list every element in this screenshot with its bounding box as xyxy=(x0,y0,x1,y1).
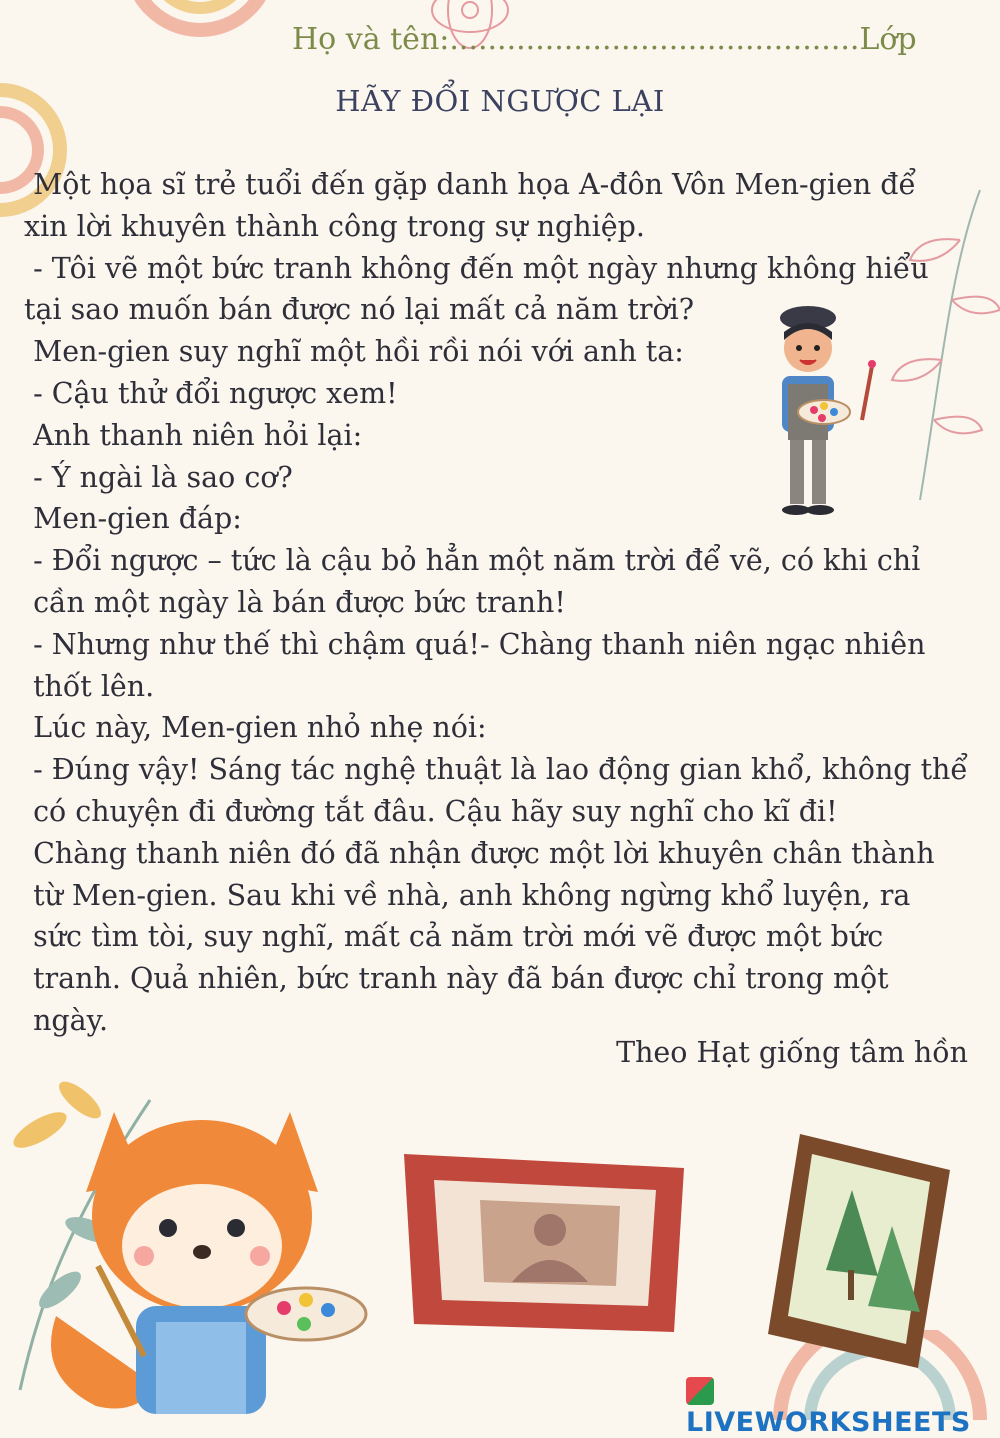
class-label: Lớp xyxy=(859,22,917,57)
portrait-frame-illustration xyxy=(400,1146,690,1336)
name-label: Họ và tên: xyxy=(292,22,450,57)
story-line: - Đổi ngược – tức là cậu bỏ hẳn một năm trời để vẽ, có khi chỉ xyxy=(24,544,921,578)
story-line: thốt lên. xyxy=(24,669,155,703)
story-line: - Nhưng như thế thì chậm quá!- Chàng thanh niên ngạc nhiên xyxy=(24,627,926,661)
story-line: sức tìm tòi, suy nghĩ, mất cả năm trời mới vẽ được một bức xyxy=(24,920,884,954)
story-line: Anh thanh niên hỏi lại: xyxy=(24,418,363,452)
fox-painter-illustration xyxy=(36,1096,376,1414)
liveworksheets-logo[interactable] xyxy=(686,1376,1000,1438)
story-line: ngày. xyxy=(24,1003,109,1037)
story-line: có chuyện đi đường tắt đâu. Cậu hãy suy nghĩ cho kĩ đi! xyxy=(24,794,838,828)
name-blank[interactable]: ........................................... xyxy=(449,22,860,57)
story-line: từ Men-gien. Sau khi về nhà, anh không ngừng khổ luyện, ra xyxy=(24,878,911,912)
page-title: HÃY ĐỔI NGƯỢC LẠI xyxy=(335,84,665,118)
student-info-line xyxy=(292,22,917,57)
story-source: Theo Hạt giống tâm hồn xyxy=(616,1036,968,1069)
story-line: Men-gien suy nghĩ một hồi rồi nói với anh ta: xyxy=(24,335,684,369)
story-line: - Cậu thử đổi ngược xem! xyxy=(24,376,398,410)
story-line: cần một ngày là bán được bức tranh! xyxy=(24,585,566,619)
rainbow-arc-top-left xyxy=(120,0,280,50)
story-line: Chàng thanh niên đó đã nhận được một lời khuyên chân thành xyxy=(24,836,935,870)
story-line: - Tôi vẽ một bức tranh không đến một ngày nhưng không hiểu xyxy=(24,251,929,285)
liveworksheets-logo-icon xyxy=(686,1377,714,1405)
story-line: - Đúng vậy! Sáng tác nghệ thuật là lao động gian khổ, không thể xyxy=(24,753,968,787)
story-line: Lúc này, Men-gien nhỏ nhẹ nói: xyxy=(24,711,487,745)
tree-frame-illustration xyxy=(760,1130,956,1370)
story-line: Men-gien đáp: xyxy=(24,502,242,536)
story-line: xin lời khuyên thành công trong sự nghiệp. xyxy=(24,209,645,243)
painter-boy-illustration xyxy=(762,300,892,525)
story-line: tranh. Quả nhiên, bức tranh này đã bán được chỉ trong một xyxy=(24,962,889,996)
story-line: - Ý ngài là sao cơ? xyxy=(24,460,293,494)
story-line: tại sao muốn bán được nó lại mất cả năm trời? xyxy=(24,293,695,327)
liveworksheets-logo-text: LIVEWORKSHEETS xyxy=(686,1407,971,1438)
story-text xyxy=(24,164,974,1042)
story-line: Một họa sĩ trẻ tuổi đến gặp danh họa A-đôn Vôn Men-gien để xyxy=(24,168,917,201)
